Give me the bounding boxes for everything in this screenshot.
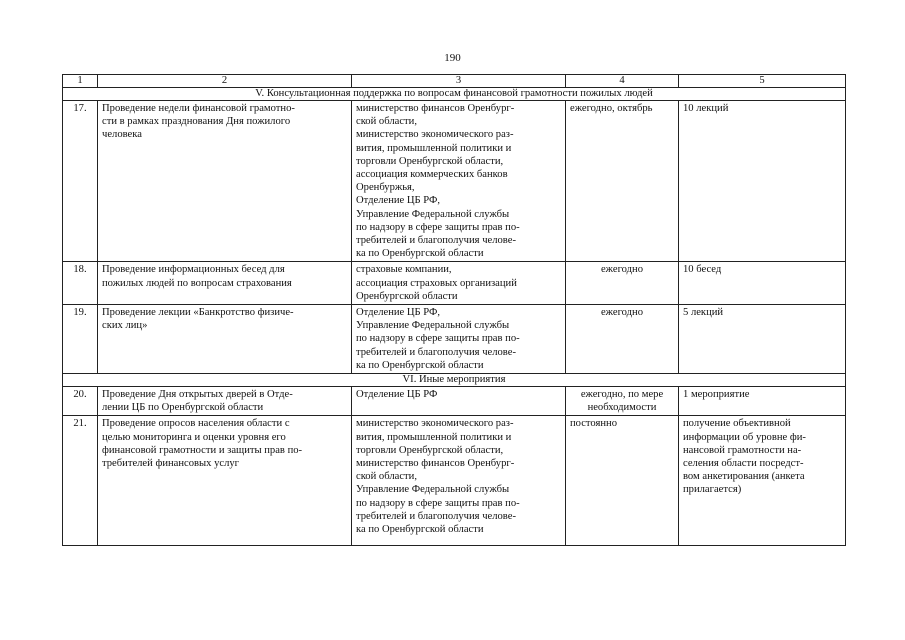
cell-line: 10 лекций (683, 103, 729, 114)
executors-cell (352, 262, 566, 305)
cell-line: 1 мероприятие (683, 389, 750, 401)
event-cell (98, 101, 352, 262)
column-number-row (63, 75, 846, 88)
cell-line: Оренбуржья, (356, 182, 415, 194)
cell-line: Отделение ЦБ РФ, (356, 307, 441, 319)
term-cell (566, 305, 679, 374)
row-number: 19. (63, 305, 98, 374)
term-cell (566, 416, 679, 546)
table-row (63, 262, 846, 305)
cell-line: Управление Федеральной службы (356, 208, 510, 220)
cell-line: Управление Федеральной службы (356, 320, 510, 332)
cell-line: вом анкетирования (анкета (683, 471, 805, 483)
row-number: 21. (63, 416, 98, 546)
section-heading-5: V. Консультационная поддержка по вопросам финансовой грамотности пожилых людей (63, 88, 846, 101)
table-row (63, 416, 846, 546)
cell-line: вития, промышленной политики и (356, 142, 512, 154)
cell-line: ассоциация страховых организаций (356, 277, 517, 289)
result-cell (679, 101, 846, 262)
executors-cell (352, 416, 566, 546)
cell-line: ка по Оренбургской области (356, 524, 484, 536)
table-row (63, 101, 846, 262)
cell-line: Проведение информационных бесед для (102, 264, 285, 276)
cell-line: финансовой грамотности и защиты прав по- (102, 444, 303, 456)
cell-line: требителей финансовых услуг (102, 458, 240, 470)
column-header-2: 2 (98, 75, 352, 88)
cell-line: требителей и благополучия челове- (356, 235, 516, 247)
cell-line: постоянно (570, 418, 618, 430)
page-number: 190 (444, 52, 461, 64)
cell-line: по надзору в сфере защиты прав по- (356, 497, 520, 509)
row-number: 17. (63, 101, 98, 262)
cell-line: Оренбургской области (356, 290, 458, 302)
result-cell (679, 416, 846, 546)
column-header-3: 3 (352, 75, 566, 88)
cell-line: ка по Оренбургской области (356, 359, 484, 371)
cell-line: торговли Оренбургской области, (356, 444, 504, 456)
cell-line: Отделение ЦБ РФ, (356, 195, 441, 207)
cell-line: лении ЦБ по Оренбургской области (102, 402, 264, 414)
cell-line: ежегодно (600, 307, 643, 319)
event-cell (98, 387, 352, 416)
cell-line: селения области посредст- (683, 458, 804, 470)
cell-line: вития, промышленной политики и (356, 431, 512, 443)
event-cell (98, 262, 352, 305)
executors-cell (352, 305, 566, 374)
event-cell (98, 416, 352, 546)
column-header-4: 4 (566, 75, 679, 88)
cell-line: министерство финансов Оренбург- (356, 103, 515, 114)
cell-line: Проведение Дня открытых дверей в Отде- (102, 389, 293, 401)
cell-line: ка по Оренбургской области (356, 248, 484, 260)
cell-line: Отделение ЦБ РФ (356, 389, 438, 401)
cell-line: пожилых людей по вопросам страхования (102, 277, 292, 289)
cell-line: по надзору в сфере защиты прав по- (356, 221, 520, 233)
cell-line: Проведение недели финансовой грамотно- (102, 103, 295, 114)
column-header-1: 1 (63, 75, 98, 88)
cell-line: по надзору в сфере защиты прав по- (356, 333, 520, 345)
cell-line: информации об уровне фи- (683, 431, 806, 443)
section-heading-row (63, 374, 846, 387)
cell-line: ежегодно (600, 264, 643, 276)
cell-line: целью мониторинга и оценки уровня его (102, 431, 286, 443)
table-row (63, 305, 846, 374)
cell-line: требителей и благополучия челове- (356, 346, 516, 358)
term-cell (566, 101, 679, 262)
cell-line: необходимости (587, 402, 657, 414)
cell-line: ской области, (356, 116, 417, 128)
cell-line: ской области, (356, 471, 417, 483)
cell-line: ских лиц» (102, 320, 148, 332)
cell-line: 5 лекций (683, 307, 724, 319)
section-heading-6: VI. Иные мероприятия (63, 374, 846, 387)
executors-cell (352, 101, 566, 262)
event-cell (98, 305, 352, 374)
term-cell (566, 262, 679, 305)
cell-line: министерство экономического раз- (356, 129, 514, 141)
result-cell (679, 262, 846, 305)
cell-line: сти в рамках празднования Дня пожилого (102, 116, 291, 128)
result-cell (679, 387, 846, 416)
cell-line: 10 бесед (683, 264, 722, 276)
cell-line: ежегодно, октябрь (570, 103, 653, 114)
cell-line: министерство финансов Оренбург- (356, 458, 515, 470)
cell-line: ежегодно, по мере (580, 389, 664, 401)
section-heading-row (63, 88, 846, 101)
cell-line: Проведение лекции «Банкротство физиче- (102, 307, 294, 319)
row-number: 20. (63, 387, 98, 416)
cell-line: человека (102, 129, 142, 141)
cell-line: министерство экономического раз- (356, 418, 514, 430)
cell-line: ассоциация коммерческих банков (356, 169, 508, 181)
row-number: 18. (63, 262, 98, 305)
cell-line: Проведение опросов населения области с (102, 418, 290, 430)
column-header-5: 5 (679, 75, 846, 88)
result-cell (679, 305, 846, 374)
term-cell (566, 387, 679, 416)
table-row (63, 387, 846, 416)
executors-cell (352, 387, 566, 416)
cell-line: торговли Оренбургской области, (356, 155, 504, 167)
cell-line: получение объективной (683, 418, 791, 430)
cell-line: страховые компании, (356, 264, 452, 276)
cell-line: Управление Федеральной службы (356, 484, 510, 496)
events-table (62, 74, 846, 546)
cell-line: нансовой грамотности на- (683, 444, 802, 456)
cell-line: прилагается) (683, 484, 742, 496)
cell-line: требителей и благополучия челове- (356, 510, 516, 522)
